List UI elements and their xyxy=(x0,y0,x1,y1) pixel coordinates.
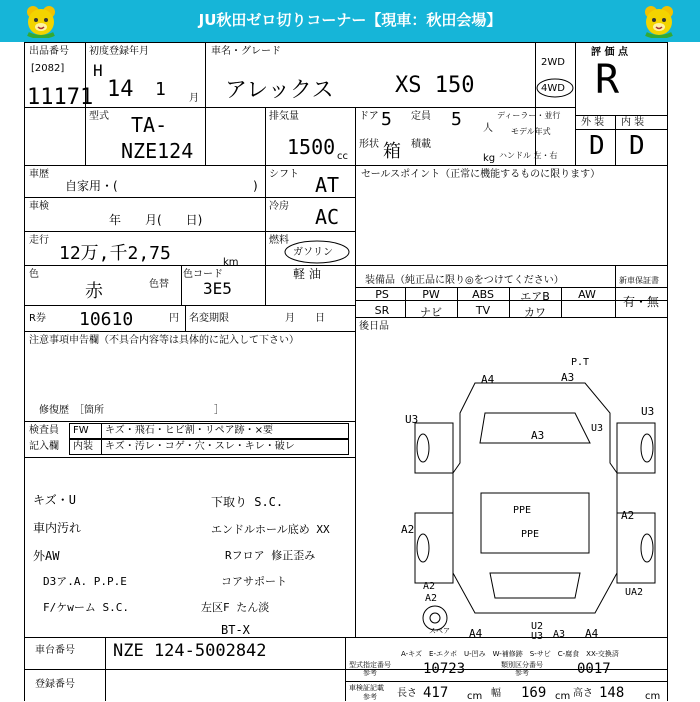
inspection-value: 年 月( 日) xyxy=(109,213,203,227)
divider xyxy=(575,129,667,130)
handnote: Rフロア 修正歪み xyxy=(225,549,316,562)
type-spec-label: 型式指定番号 xyxy=(349,661,391,669)
shape-label: 形状 xyxy=(359,139,379,150)
recycle-value: 10610 xyxy=(79,309,134,330)
damage-mark: U3 xyxy=(531,631,544,642)
notes-label: 注意事項申告欄（不具合内容等は具体的に記入して下さい） xyxy=(29,335,299,346)
spare-label: スペア xyxy=(429,627,450,635)
drive-2wd: 2WD xyxy=(541,57,565,68)
capacity-value: 5 xyxy=(451,109,462,130)
model-name: アレックス xyxy=(225,78,334,103)
damage-mark: PPE xyxy=(521,529,540,540)
handnote: D3ア.A. P.P.E xyxy=(43,575,127,588)
height-label: 高さ xyxy=(573,688,593,699)
length-label: 長さ xyxy=(397,688,417,699)
checker-label-2: 記入欄 xyxy=(29,441,59,452)
divider xyxy=(25,165,667,166)
ref-label: 参考 xyxy=(515,669,529,677)
damage-mark: U2 xyxy=(531,621,544,632)
divider xyxy=(185,305,186,331)
sellpoint-label: セールスポイント（正常に機能するものに限ります） xyxy=(361,169,601,180)
rating-ext-label: 外 装 xyxy=(581,117,605,128)
ref-label: 参考 xyxy=(363,693,377,701)
size-label: 車検証記載 xyxy=(349,684,384,692)
warranty-value: 有・無 xyxy=(623,295,660,309)
class-label: 類別区分番号 xyxy=(501,661,543,669)
damage-mark: A2 xyxy=(423,581,436,592)
divider xyxy=(265,197,266,305)
color-label: 色 xyxy=(29,269,39,280)
handnote: F/ケwーム S.C. xyxy=(43,601,129,614)
load-label: 積載 xyxy=(411,139,431,150)
divider xyxy=(25,305,355,306)
damage-mark: A3 xyxy=(531,429,545,442)
drive-circle xyxy=(535,77,575,99)
type-label: 型式 xyxy=(89,111,109,122)
damage-mark: UA2 xyxy=(625,587,644,598)
color-code-value: 3E5 xyxy=(203,279,232,298)
divider xyxy=(509,287,510,317)
handnote: 外AW xyxy=(33,549,60,563)
equip-aw: AW xyxy=(578,288,596,301)
title-change-value: 月 日 xyxy=(285,313,325,324)
damage-mark: A2 xyxy=(621,509,635,522)
page-title: JU秋田ゼロ切りコーナー【現車：秋田会場】 xyxy=(198,11,502,29)
reg-month: 1 xyxy=(155,79,166,100)
divider xyxy=(345,681,667,682)
drive-4wd: 4WD xyxy=(541,83,565,94)
divider xyxy=(535,43,536,165)
class-value: 0017 xyxy=(577,661,611,677)
doors-label: ドア xyxy=(359,111,379,122)
damage-mark: U3 xyxy=(591,423,604,434)
divider xyxy=(25,197,355,198)
length-unit: cm xyxy=(467,691,483,702)
reg-year: 14 xyxy=(107,77,134,102)
interior-label: 内装 xyxy=(73,441,93,452)
repair-history: 修復歴 ［箇所 ］ xyxy=(39,405,224,416)
rating-value: R xyxy=(595,57,620,103)
ref-label: 参考 xyxy=(363,669,377,677)
displacement-label: 排気量 xyxy=(269,111,299,122)
load-unit: kg xyxy=(483,153,496,164)
divider xyxy=(25,669,667,670)
damage-mark: A4 xyxy=(469,627,483,640)
dealer-label: ディーラー・並行 xyxy=(497,111,561,120)
doors-value: 5 xyxy=(381,109,392,130)
handnote: 車内汚れ xyxy=(33,521,82,535)
divider xyxy=(25,265,667,266)
damage-mark: A4 xyxy=(481,373,495,386)
rating-ext: D xyxy=(589,131,605,161)
divider xyxy=(25,107,575,108)
lot-label: 出品番号 xyxy=(29,46,69,57)
handnote: キズ・U xyxy=(33,493,76,507)
divider xyxy=(345,637,346,701)
width-value: 169 xyxy=(521,685,547,701)
equipment-label: 装備品（純正品に限り◎をつけてください） xyxy=(365,275,564,286)
divider xyxy=(575,43,576,165)
ac-label: 冷房 xyxy=(269,201,289,212)
checker-label-1: 検査員 xyxy=(29,425,59,436)
displacement-unit: cc xyxy=(337,151,348,162)
divider xyxy=(25,231,355,232)
divider xyxy=(25,637,667,638)
title-change-label: 名変期限 xyxy=(189,313,229,324)
divider xyxy=(457,287,458,317)
handnote: 下取り S.C. xyxy=(211,495,284,509)
model-grade: XS 150 xyxy=(395,73,475,98)
color-code-label: 色コード xyxy=(183,269,223,280)
color-change-label: 色替 xyxy=(149,279,169,290)
divider xyxy=(575,115,667,116)
damage-mark: PPE xyxy=(513,505,532,516)
mascot-bear-icon xyxy=(642,4,676,38)
fuel-option-diesel: 軽 油 xyxy=(293,267,321,281)
length-value: 417 xyxy=(423,685,449,701)
fw-label: FW xyxy=(73,425,89,436)
usage-value: 自家用・( xyxy=(65,179,118,193)
fw-text: キズ・飛石・ヒビ割・リペア跡・×要 xyxy=(105,425,273,436)
fuel-label: 燃料 xyxy=(269,235,289,246)
divider xyxy=(105,637,106,701)
handnote: BT-X xyxy=(221,623,250,637)
rear-items-label: 後日品 xyxy=(359,321,389,332)
equip-navi: ナビ xyxy=(420,306,442,319)
damage-mark: A2 xyxy=(425,593,438,604)
equip-airbag: エアB xyxy=(520,290,550,303)
handnote: エンドルホール底め XX xyxy=(211,523,330,536)
equip-ps: PS xyxy=(375,288,389,301)
chassis-label: 車台番号 xyxy=(35,645,75,656)
shape-value: 箱 xyxy=(383,141,401,162)
usage-close: ) xyxy=(253,179,258,193)
interior-text: キズ・汚レ・コゲ・穴・スレ・キレ・破レ xyxy=(105,441,295,452)
model-label: 車名・グレード xyxy=(211,46,281,57)
displacement-value: 1500 xyxy=(287,135,336,159)
divider xyxy=(205,43,206,165)
damage-mark: U3 xyxy=(405,413,419,426)
type-value2: NZE124 xyxy=(121,139,194,163)
width-unit: cm xyxy=(555,691,571,702)
recycle-label: R券 xyxy=(29,313,46,324)
damage-mark: U3 xyxy=(641,405,655,418)
warranty-label: 新車保証書 xyxy=(619,276,659,285)
divider xyxy=(615,265,616,317)
reg-month-unit: 月 xyxy=(189,93,199,104)
handle-label: ハンドル 左・右 xyxy=(499,151,558,160)
rating-label: 評 価 点 xyxy=(591,47,628,58)
divider xyxy=(25,457,355,458)
shift-label: シフト xyxy=(269,169,299,180)
equip-abs: ABS xyxy=(472,288,494,301)
chassis-value: NZE 124-5002842 xyxy=(113,641,267,661)
lot-number: 11171 xyxy=(27,85,94,110)
divider xyxy=(101,423,102,455)
legend: A-キズ E-エクボ U-凹み W-補修跡 S-サビ C-腐食 XX-交換済 xyxy=(401,650,619,658)
handnote: コアサポート xyxy=(221,575,287,588)
shift-value: AT xyxy=(315,173,340,197)
inspection-label: 車検 xyxy=(29,201,49,212)
equip-sr: SR xyxy=(374,304,390,317)
ac-value: AC xyxy=(315,205,340,229)
divider xyxy=(615,115,616,165)
mileage-label: 走行 xyxy=(29,235,49,246)
handnote: 左区F たん淡 xyxy=(201,601,270,614)
type-value1: TA- xyxy=(131,113,168,137)
divider xyxy=(405,287,406,317)
damage-mark: A3 xyxy=(561,371,575,384)
height-unit: cm xyxy=(645,691,661,702)
damage-mark: A3 xyxy=(553,629,566,640)
fuel-option-gas: ガソリン xyxy=(293,247,333,258)
rating-int: D xyxy=(629,131,645,161)
capacity-label: 定員 xyxy=(411,111,431,122)
reg-label: 初度登録年月 xyxy=(89,46,149,57)
mileage-unit: km xyxy=(223,257,239,268)
lot-sub: [2082] xyxy=(31,63,65,74)
equip-pw: PW xyxy=(422,288,440,301)
damage-mark: P.T xyxy=(571,357,590,368)
damage-mark: A2 xyxy=(401,523,415,536)
mascot-bear-icon xyxy=(24,4,58,38)
registration-label: 登録番号 xyxy=(35,679,75,690)
fuel-circle xyxy=(283,239,353,265)
width-label: 幅 xyxy=(491,688,501,699)
usage-label: 車歴 xyxy=(29,169,49,180)
divider xyxy=(25,421,355,422)
capacity-unit: 人 xyxy=(483,123,493,134)
model-year-label: モデル年式 xyxy=(511,127,551,136)
rating-int-label: 内 装 xyxy=(621,117,645,128)
divider xyxy=(561,287,562,317)
equip-tv: TV xyxy=(475,304,491,317)
mileage-value: 12万,千2,75 xyxy=(59,243,171,264)
recycle-unit: 円 xyxy=(169,313,179,324)
divider xyxy=(181,265,182,305)
color-value: 赤 xyxy=(85,281,103,302)
divider xyxy=(355,107,356,637)
divider xyxy=(25,331,355,332)
auction-sheet xyxy=(24,42,668,701)
reg-era: H xyxy=(93,61,103,80)
damage-mark: A4 xyxy=(585,627,599,640)
equip-leather: カワ xyxy=(524,306,546,319)
height-value: 148 xyxy=(599,685,625,701)
type-spec-value: 10723 xyxy=(423,661,466,677)
